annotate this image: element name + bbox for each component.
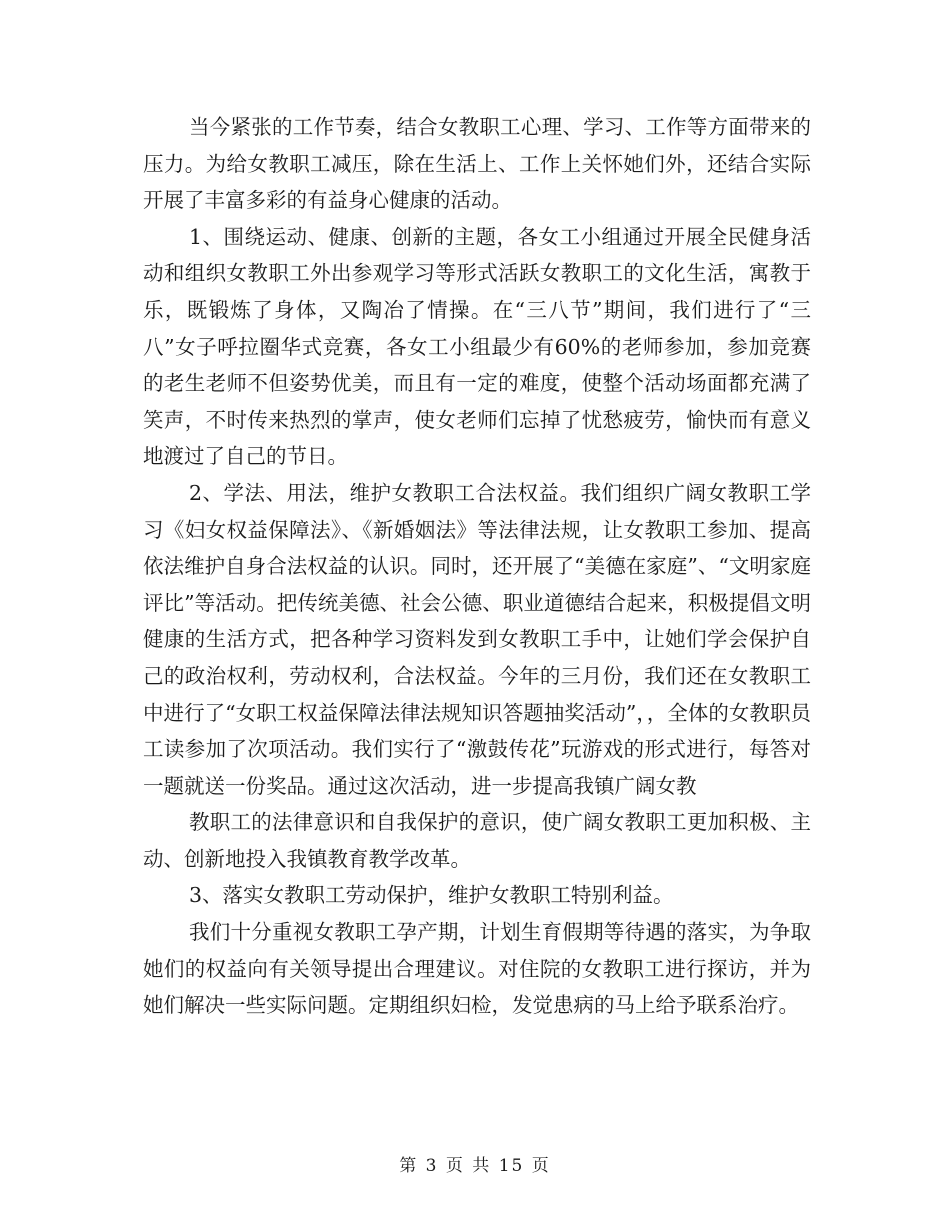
document-body <box>143 109 811 1024</box>
paragraph-intro: 当今紧张的工作节奏，结合女教职工心理、学习、工作等方面带来的压力。为给女教职工减压，除在生活上、工作上关怀她们外，还结合实际开展了丰富多彩的有益身心健康的活动。 <box>143 115 811 213</box>
page-number-footer: 第 3 页 共 15 页 <box>399 1156 551 1176</box>
paragraph-item-3-body: 我们十分重视女教职工孕产期，计划生育假期等待遇的落实，为争取她们的权益向有关领导提出合理建议。对住院的女教职工进行探访，并为她们解决一些实际问题。定期组织妇检，发觉患病的马上给予联系治疗。 <box>143 920 811 1018</box>
paragraph-item-2-continued: 教职工的法律意识和自我保护的意识，使广阔女教职工更加积极、主动、创新地投入我镇教育教学改革。 <box>143 810 811 871</box>
paragraph-item-3-heading: 3、落实女教职工劳动保护，维护女教职工特别利益。 <box>189 883 674 908</box>
paragraph-item-1: 1、围绕运动、健康、创新的主题，各女工小组通过开展全民健身活动和组织女教职工外出参观学习等形式活跃女教职工的文化生活，寓教于乐，既锻炼了身体，又陶冶了情操。在“三八节”期间，我们进行了“三八”女子呼拉圈华式竞赛，各女工小组最少有60%的老师参加，参加竞赛的老生老师不但姿势优美，而且有一定的难度，使整个活动场面都充满了笑声，不时传来热烈的掌声，使女老师们忘掉了忧愁疲劳，愉快而有意义地渡过了自己的节日。 <box>143 224 811 469</box>
paragraph-item-2: 2、学法、用法，维护女教职工合法权益。我们组织广阔女教职工学习《妇女权益保障法》、《新婚姻法》等法律法规，让女教职工参加、提高依法维护自身合法权益的认识。同时，还开展了“美德在家庭”、“文明家庭评比”等活动。把传统美德、社会公德、职业道德结合起来，积极提倡文明健康的生活方式，把各种学习资料发到女教职工手中，让她们学会保护自己的政治权利，劳动权利，合法权益。今年的三月份，我们还在女教职工中进行了“女职工权益保障法律法规知识答题抽奖活动”，，全体的女教职员工读参加了次项活动。我们实行了“激鼓传花”玩游戏的形式进行，每答对一题就送一份奖品。通过这次活动，进一步提高我镇广阔女教 <box>143 480 811 798</box>
